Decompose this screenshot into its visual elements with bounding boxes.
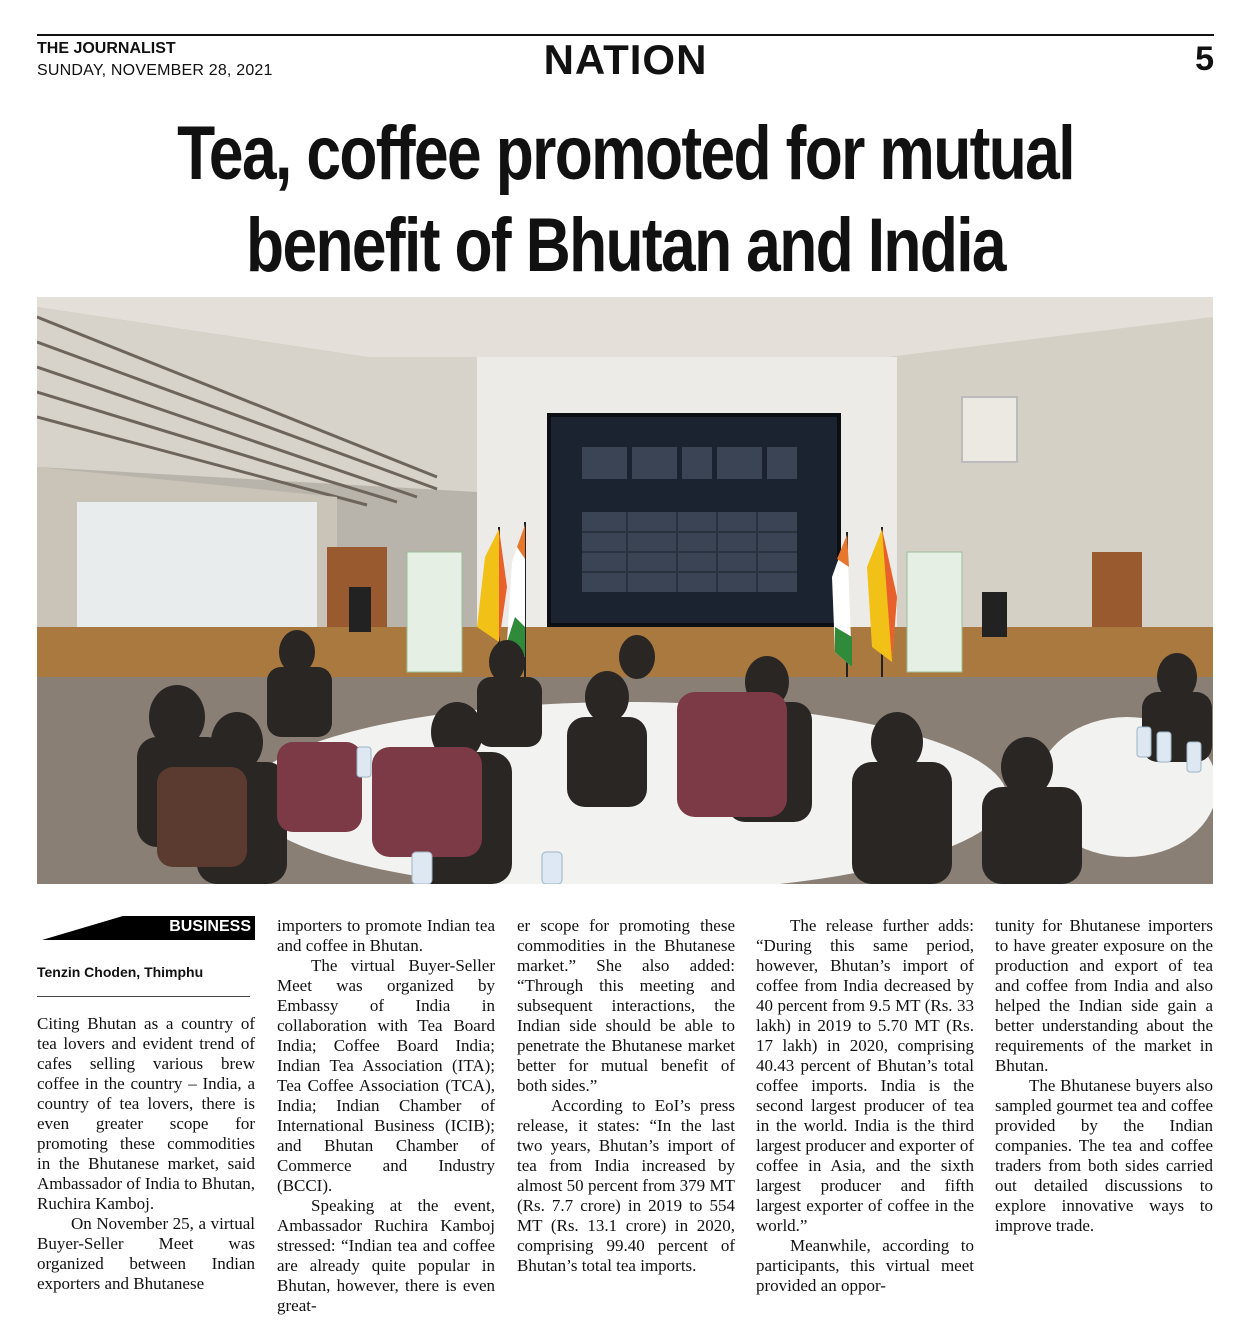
byline: Tenzin Choden, Thimphu: [37, 964, 204, 980]
paragraph: The release further adds: “During this same period, however, Bhutan’s import of coffee from India decreased by 40 percent from 9.5 MT (Rs. 33 lakh) in 2019 to 5.70 MT (Rs. 17 lakh) in 2020, comprising 40.43 percent of Bhutan’s total coffee imports. India is the second largest producer of tea in the world. India is the third largest producer and exporter of coffee in Asia, and the sixth largest producer and fifth largest exporter of coffee in the world.”: [756, 916, 974, 1235]
section-title: NATION: [543, 36, 708, 83]
paragraph: On November 25, a virtual Buyer-Seller Meet was organized between Indian exporters and Bhutanese: [37, 1214, 255, 1293]
article-column-5: [995, 916, 1213, 1236]
headline-line-1: Tea, coffee promoted for mutual: [177, 111, 1074, 196]
paragraph: The virtual Buyer-Seller Meet was organized by Embassy of India in collaboration with Tea Board India; Coffee Board India; Indian Tea Association (ITA); Tea Coffee Association (TCA), India; Indian Chamber of International Business (ICIB); and Bhutan Chamber of Commerce and Industry (BCCI).: [277, 956, 495, 1195]
masthead: [37, 34, 1214, 84]
publication-name: THE JOURNALIST: [37, 40, 176, 57]
paragraph: Meanwhile, according to participants, this virtual meet provided an oppor-: [756, 1236, 974, 1295]
publication-date: SUNDAY, NOVEMBER 28, 2021: [37, 62, 273, 79]
conference-hall-illustration: [37, 297, 1213, 884]
article-column-4: [756, 916, 974, 1296]
article-column-2: [277, 916, 495, 1316]
section-kicker: [42, 916, 255, 940]
paragraph: Citing Bhutan as a country of tea lovers and evident trend of cafes selling various brew coffee in the country – India, a country of tea lovers, there is even greater scope for promoting these commodities in the Bhutanese market, said Ambassador of India to Bhutan, Ruchira Kamboj.: [37, 1014, 255, 1213]
headline: [143, 108, 1108, 292]
paragraph: The Bhutanese buyers also sampled gourmet tea and coffee provided by the Indian companies. The tea and coffee traders from both sides carried out detailed discussions to explore innovative ways to improve trade.: [995, 1076, 1213, 1235]
page-number: 5: [1195, 40, 1214, 78]
paragraph: importers to promote Indian tea and coffee in Bhutan.: [277, 916, 495, 955]
headline-line-2: benefit of Bhutan and India: [246, 203, 1005, 288]
paragraph: Speaking at the event, Ambassador Ruchira Kamboj stressed: “Indian tea and coffee are already quite popular in Bhutan, however, there is even great-: [277, 1196, 495, 1315]
event-photo: [37, 297, 1213, 884]
article-column-1: [37, 1014, 255, 1294]
paragraph: er scope for promoting these commodities in the Bhutanese market.” She also added: “Through this meeting and subsequent interactions, the Indian side should be able to penetrate the Bhutanese market better for mutual benefit of both sides.”: [517, 916, 735, 1095]
paragraph: tunity for Bhutanese importers to have greater exposure on the production and export of tea and coffee from India and also helped the Indian side gain a better understanding about the requirements of the market in Bhutan.: [995, 916, 1213, 1075]
byline-divider: [37, 996, 250, 997]
article-column-3: [517, 916, 735, 1276]
kicker-label: BUSINESS: [169, 918, 251, 935]
paragraph: According to EoI’s press release, it states: “In the last two years, Bhutan’s import of tea from India increased by almost 50 percent from 379 MT (Rs. 7.7 crore) in 2019 to 554 MT (Rs. 13.1 crore) in 2020, comprising 99.40 percent of Bhutan’s total tea imports.: [517, 1096, 735, 1275]
